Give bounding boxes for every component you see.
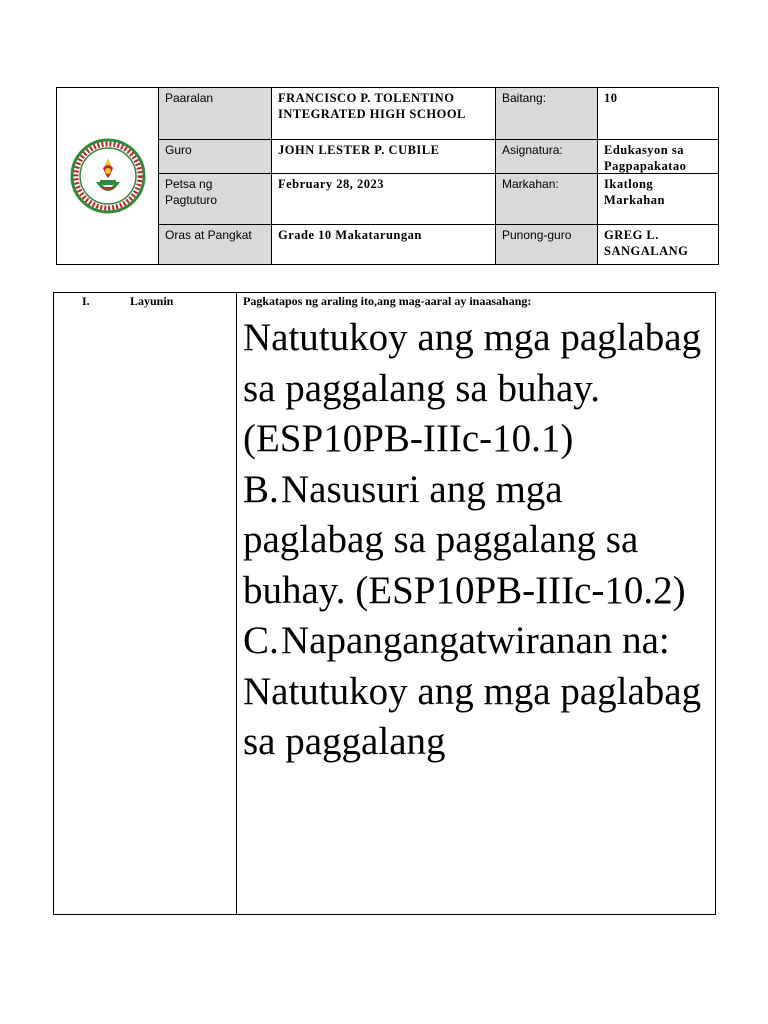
- objective-item: [243, 465, 713, 617]
- objective-item: [243, 667, 713, 768]
- objective-item: [243, 616, 713, 667]
- objectives-content-cell: [237, 293, 715, 914]
- grade-value: 10: [598, 88, 718, 140]
- teacher-label: Guro: [159, 140, 272, 174]
- quarter-label: Markahan:: [496, 174, 598, 225]
- objective-text: Nasusuri ang mga paglabag sa paggalang sa buhay. (ESP10PB-IIIc-10.2): [243, 467, 686, 612]
- objective-marker: C.: [243, 619, 279, 662]
- section-value: Grade 10 Makatarungan: [272, 225, 496, 264]
- school-value: FRANCISCO P. TOLENTINO INTEGRATED HIGH SCHOOL: [272, 88, 496, 140]
- school-logo: [70, 138, 146, 214]
- principal-label: Punong-guro: [496, 225, 598, 264]
- section-label: Oras at Pangkat: [159, 225, 272, 264]
- objective-item: [243, 313, 713, 465]
- grade-label: Baitang:: [496, 88, 598, 140]
- principal-value: GREG L. SANGALANG: [604, 228, 689, 258]
- objectives-heading-cell: [54, 293, 237, 914]
- quarter-value: Ikatlong Markahan: [598, 174, 718, 225]
- subject-value: Edukasyon sa Pagpapakatao: [598, 140, 718, 174]
- section-title: Layunin: [130, 294, 174, 308]
- objectives-list: [243, 313, 713, 768]
- school-label: Paaralan: [159, 88, 272, 140]
- school-info-table: [56, 87, 719, 265]
- section-number: I.: [82, 294, 90, 308]
- teacher-value: JOHN LESTER P. CUBILE: [272, 140, 496, 174]
- objectives-intro: Pagkatapos ng araling ito,ang mag-aaral ay inaasahang:: [243, 294, 532, 308]
- objective-text: Natutukoy ang mga paglabag sa paggalang: [243, 669, 702, 763]
- objective-marker: B.: [243, 467, 279, 511]
- subject-label: Asignatura:: [496, 140, 598, 174]
- logo-cell: [57, 88, 159, 264]
- objective-text: Napangangatwiranan na:: [281, 619, 670, 662]
- objective-text: Natutukoy ang mga paglabag sa paggalang sa buhay. (ESP10PB-IIIc-10.1): [243, 316, 702, 460]
- objectives-table: [53, 292, 716, 915]
- date-label: Petsa ng Pagtuturo: [159, 174, 272, 225]
- date-value: February 28, 2023: [272, 174, 496, 225]
